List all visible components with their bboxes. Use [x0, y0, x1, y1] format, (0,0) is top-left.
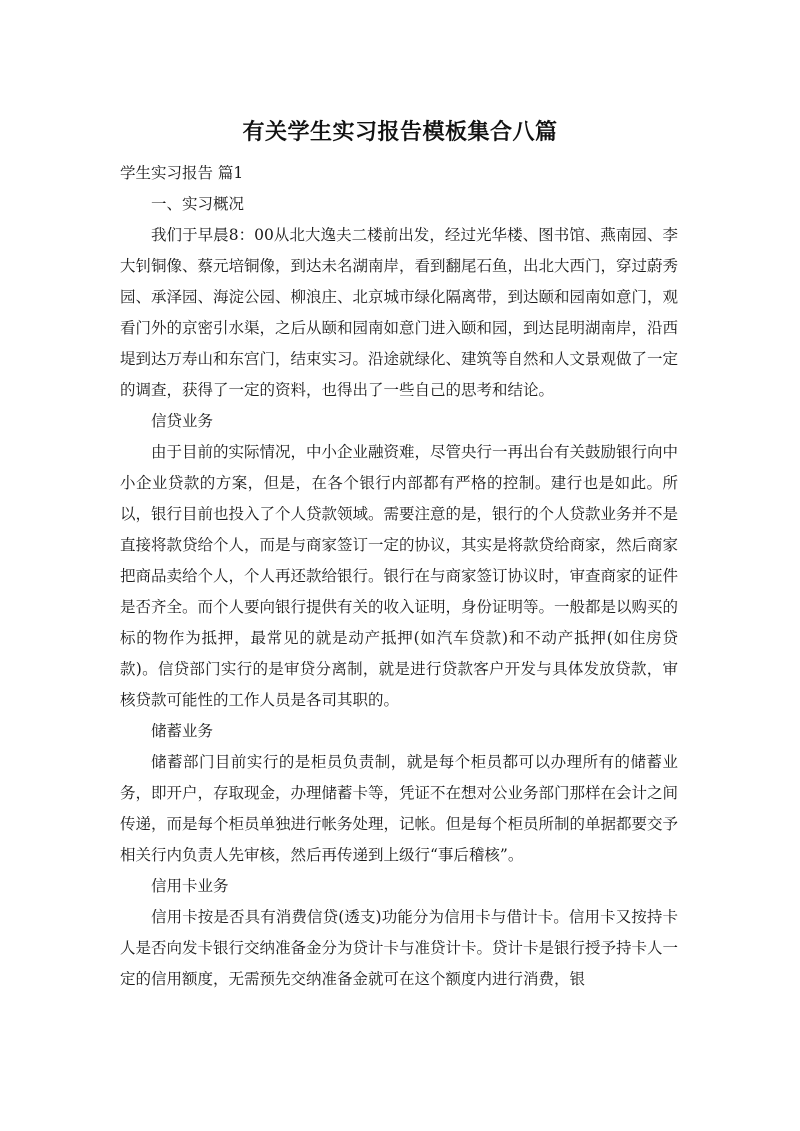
subheading-credit-card-business: 信用卡业务: [151, 877, 229, 895]
document-body: [120, 158, 678, 995]
document-title: 有关学生实习报告模板集合八篇: [242, 120, 558, 145]
paragraph-overview: 我们于早晨8：00从北大逸夫二楼前出发，经过光华楼、图书馆、燕南园、李大钊铜像、蔡元培铜像，到达未名湖南岸，看到翻尾石鱼，出北大西门，穿过蔚秀园、承泽园、海淀公园、柳浪庄、北京城市绿化隔离带，到达颐和园南如意门，观看门外的京密引水渠，之后从颐和园南如意门进入颐和园，到达昆明湖南岸，沿西堤到达万寿山和东宫门，结束实习。沿途就绿化、建筑等自然和人文景观做了一定的调查，获得了一定的资料，也得出了一些自己的思考和结论。: [120, 226, 679, 399]
subheading-credit-business: 信贷业务: [151, 412, 214, 430]
section-heading-report-1: 学生实习报告 篇1: [120, 164, 244, 182]
subheading-overview: 一、实习概况: [151, 195, 245, 213]
subheading-savings-business: 储蓄业务: [151, 722, 214, 740]
paragraph-savings-business: 储蓄部门目前实行的是柜员负责制，就是每个柜员都可以办理所有的储蓄业务，即开户，存取现金，办理储蓄卡等，凭证不在想对公业务部门那样在会计之间传递，而是每个柜员单独进行帐务处理，记帐。但是每个柜员所制的单据都要交予相关行内负责人先审核，然后再传递到上级行“事后稽核”。: [120, 753, 679, 864]
paragraph-credit-business: 由于目前的实际情况，中小企业融资难，尽管央行一再出台有关鼓励银行向中小企业贷款的方案，但是，在各个银行内部都有严格的控制。建行也是如此。所以，银行目前也投入了个人贷款领域。需要注意的是，银行的个人贷款业务并不是直接将款贷给个人，而是与商家签订一定的协议，其实是将款贷给商家，然后商家把商品卖给个人，个人再还款给银行。银行在与商家签订协议时，审查商家的证件是否齐全。而个人要向银行提供有关的收入证明，身份证明等。一般都是以购买的标的物作为抵押，最常见的就是动产抵押(如汽车贷款)和不动产抵押(如住房贷款)。信贷部门实行的是审贷分离制，就是进行贷款客户开发与具体发放贷款，审核贷款可能性的工作人员是各司其职的。: [120, 443, 679, 709]
paragraph-credit-card-business: 信用卡按是否具有消费信贷(透支)功能分为信用卡与借计卡。信用卡又按持卡人是否向发卡银行交纳准备金分为贷计卡与准贷计卡。贷计卡是银行授予持卡人一定的信用额度，无需预先交纳准备金就可在这个额度内进行消费，银: [120, 908, 679, 988]
